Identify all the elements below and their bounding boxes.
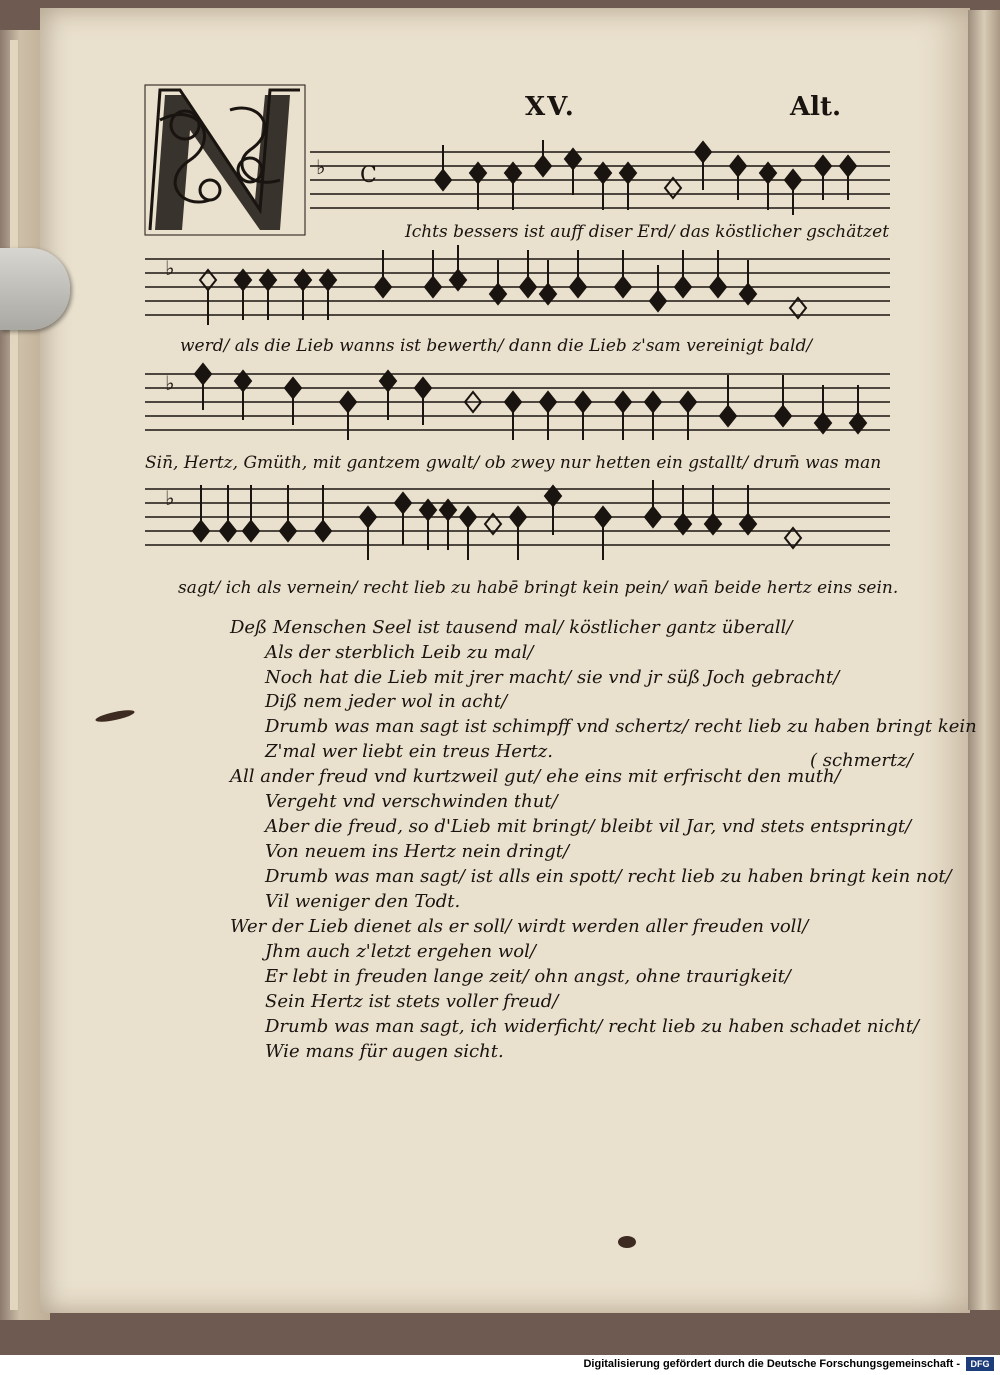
verse-1-line-5: Drumb was man sagt ist schimpff vnd schertz/ recht lieb zu haben bringt kein	[265, 716, 977, 737]
left-page-edge	[10, 40, 18, 1310]
svg-text:♭: ♭	[316, 155, 326, 179]
verse-2-line-2: Vergeht vnd verschwinden thut/	[265, 791, 558, 812]
lyric-line-3: Sin̄, Hertz, Gmüth, mit gantzem gwalt/ ob zwey nur hetten ein gstallt/ drum̄ was man	[145, 453, 882, 473]
lyric-line-2: werd/ als die Lieb wanns ist bewerth/ dann die Lieb z'sam vereinigt bald/	[180, 336, 813, 356]
verse-2-line-1: All ander freud vnd kurtzweil gut/ ehe eins mit erfrischt den muth/	[230, 766, 841, 787]
decorated-initial-n	[140, 80, 310, 240]
dfg-logo: DFG	[966, 1357, 994, 1371]
funding-credit: Digitalisierung gefördert durch die Deutsche Forschungsgemeinschaft -	[583, 1358, 960, 1370]
verse-1-overflow: ( schmertz/	[810, 750, 913, 771]
verse-1-line-3: Noch hat die Lieb mit jrer macht/ sie vnd jr süß Joch gebracht/	[265, 667, 840, 688]
svg-text:♭: ♭	[165, 371, 175, 395]
svg-text:♭: ♭	[165, 256, 175, 280]
verse-1-line-4: Diß nem jeder wol in acht/	[265, 691, 508, 712]
song-number: XV.	[525, 92, 576, 122]
music-staff-1	[310, 140, 890, 220]
verse-3-line-4: Sein Hertz ist stets voller freud/	[265, 991, 559, 1012]
svg-text:♭: ♭	[165, 486, 175, 510]
verse-2-line-4: Von neuem ins Hertz nein dringt/	[265, 841, 570, 862]
svg-text:C: C	[360, 163, 377, 188]
verse-1-line-1: Deß Menschen Seel ist tausend mal/ köstlicher gantz überall/	[230, 617, 793, 638]
music-staff-2	[145, 245, 890, 335]
right-page-stack	[968, 10, 1000, 1310]
verse-2-line-3: Aber die freud, so d'Lieb mit bringt/ bleibt vil Jar, vnd stets entspringt/	[265, 816, 912, 837]
lyric-line-1: Ichts bessers ist auff diser Erd/ das köstlicher gschätzet	[405, 222, 890, 242]
ink-spot	[618, 1236, 636, 1248]
verse-3-line-3: Er lebt in freuden lange zeit/ ohn angst, ohne traurigkeit/	[265, 966, 791, 987]
voice-part: Alt.	[790, 92, 842, 122]
verse-3-line-2: Jhm auch z'letzt ergehen wol/	[265, 941, 536, 962]
verse-1-line-6: Z'mal wer liebt ein treus Hertz.	[265, 741, 553, 762]
verse-2-line-6: Vil weniger den Todt.	[265, 891, 461, 912]
verse-1-line-2: Als der sterblich Leib zu mal/	[265, 642, 534, 663]
music-staff-3	[145, 360, 890, 450]
verse-3-line-1: Wer der Lieb dienet als er soll/ wirdt werden aller freuden voll/	[230, 916, 809, 937]
lyric-line-4: sagt/ ich als vernein/ recht lieb zu habē bringt kein pein/ wan̄ beide hertz eins sein.	[178, 578, 899, 598]
verse-2-line-5: Drumb was man sagt/ ist alls ein spott/ recht lieb zu haben bringt kein not/	[265, 866, 952, 887]
music-staff-4	[145, 475, 890, 575]
verse-3-line-6: Wie mans für augen sicht.	[265, 1041, 504, 1062]
verse-3-line-5: Drumb was man sagt, ich widerficht/ recht lieb zu haben schadet nicht/	[265, 1016, 920, 1037]
